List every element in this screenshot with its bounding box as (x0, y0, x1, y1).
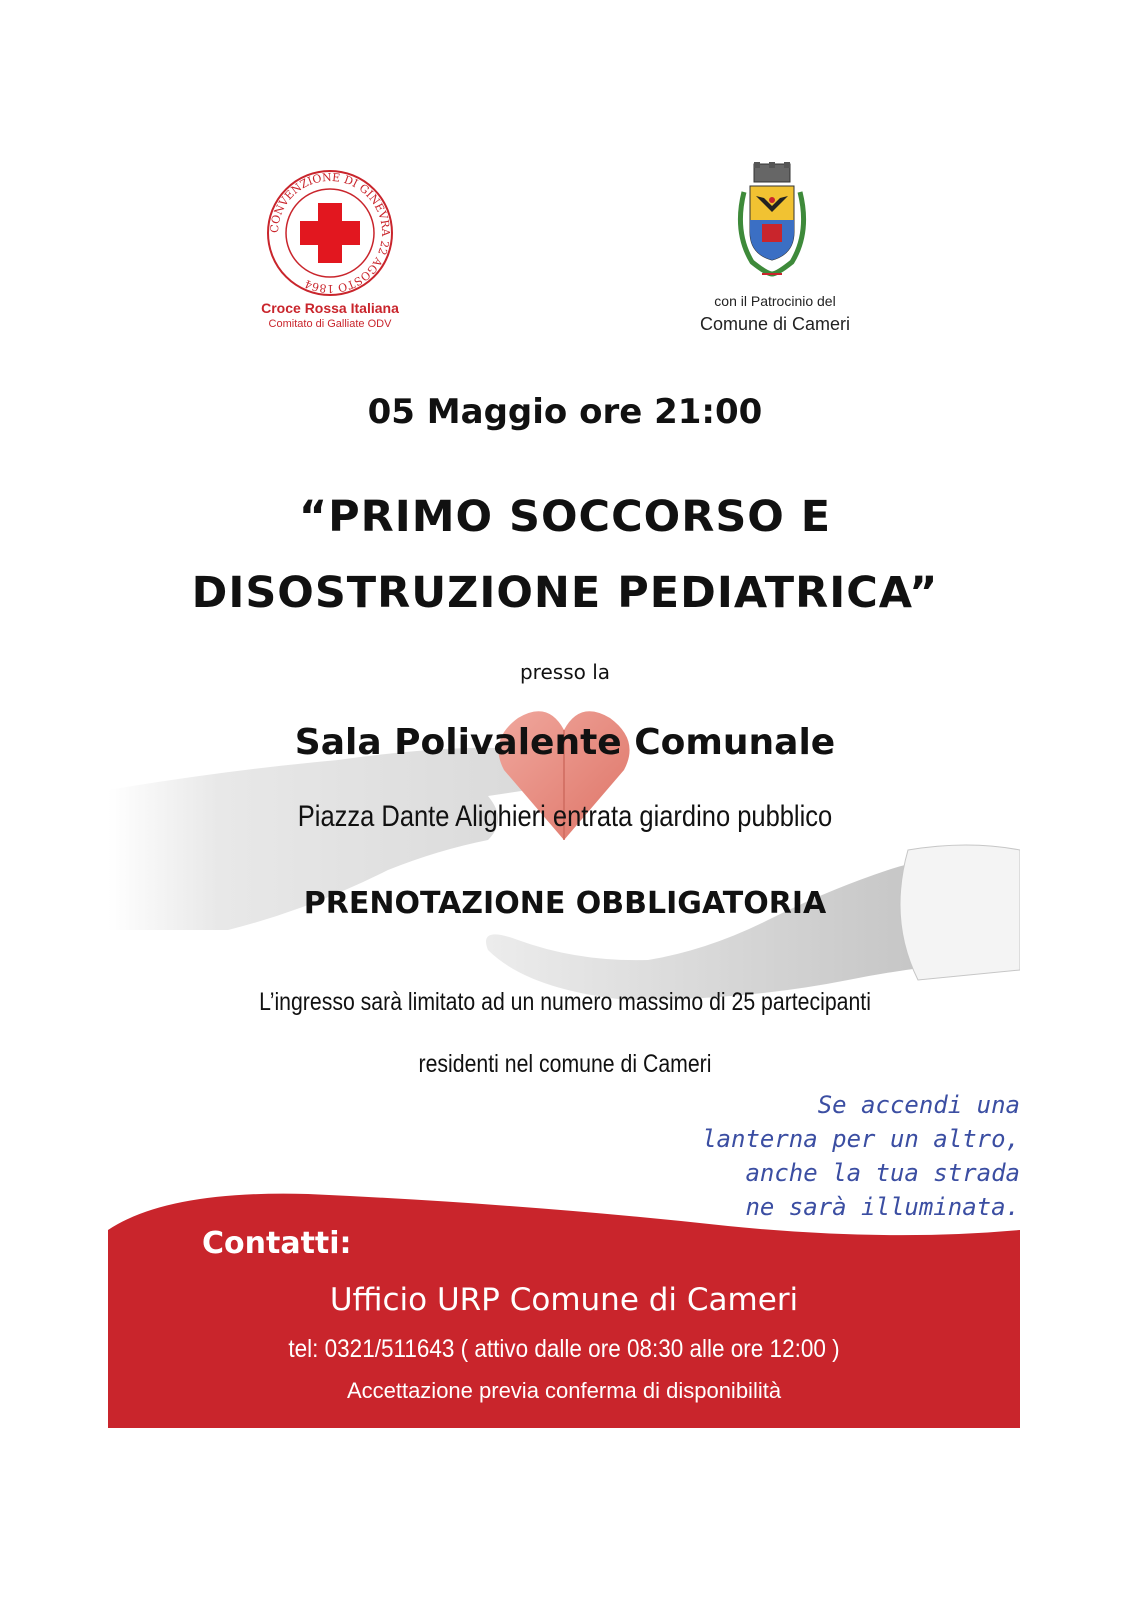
quote-line: lanterna per un altro, (702, 1125, 1020, 1153)
booking-required: PRENOTAZIONE OBBLIGATORIA (303, 886, 827, 921)
venue-address: Piazza Dante Alighieri entrata giardino pubblico (297, 800, 833, 833)
organizer-name: Croce Rossa Italiana (261, 300, 399, 316)
quote-line: ne sarà illuminata. (745, 1193, 1020, 1221)
contacts-heading: Contatti: (202, 1226, 352, 1261)
event-date-time: 05 Maggio ore 21:00 (367, 392, 763, 432)
venue-name: Sala Polivalente Comunale (294, 722, 836, 763)
organizer-committee: Comitato di Galliate ODV (268, 318, 392, 330)
event-title-line1: “PRIMO SOCCORSO E (298, 492, 832, 542)
residents-note: residenti nel comune di Cameri (418, 1050, 712, 1078)
quote-line: anche la tua strada (745, 1159, 1020, 1187)
coat-of-arms-icon (732, 162, 812, 280)
red-cross-logo (265, 168, 395, 298)
logo-ring-text: CONVENZIONE DI GINEVRA 22 AGOSTO 1864 (267, 170, 393, 296)
contact-office: Ufficio URP Comune di Cameri (329, 1282, 799, 1318)
acceptance-note: Accettazione previa conferma di disponibilità (346, 1378, 782, 1403)
quote-line: Se accendi una (817, 1091, 1020, 1119)
patronage-line: con il Patrocinio del (714, 293, 836, 309)
contact-phone: tel: 0321/511643 ( attivo dalle ore 08:30 alle ore 12:00 ) (288, 1335, 840, 1363)
event-title-line2: DISOSTRUZIONE PEDIATRICA” (191, 568, 939, 618)
participants-limit-note: L’ingresso sarà limitato ad un numero massimo di 25 partecipanti (259, 988, 871, 1016)
presso-label: presso la (519, 660, 611, 684)
patronage-municipality: Comune di Cameri (699, 314, 851, 334)
